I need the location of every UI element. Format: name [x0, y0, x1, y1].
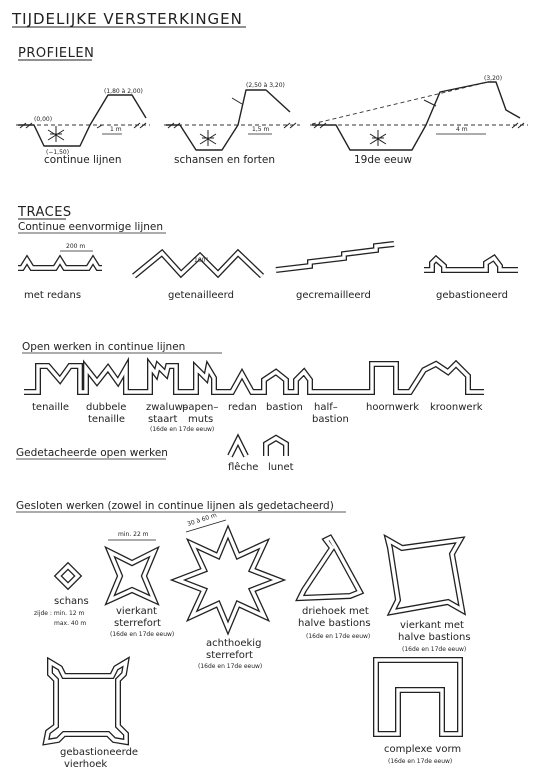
trace-label: schans: [54, 596, 89, 607]
work-driehoek-halve-bastions: [298, 538, 371, 640]
date-note: (16de en 17de eeuw): [388, 758, 453, 765]
section-heading-traces: TRACES: [18, 205, 72, 220]
trace-label: redan: [228, 402, 257, 413]
trace-label: half–: [314, 402, 338, 413]
trace-label: gebastioneerd: [436, 290, 508, 301]
trace-label: muts: [188, 414, 214, 425]
dim-label: (3,20): [484, 75, 503, 82]
date-note: (16de en 17de eeuw): [198, 663, 263, 670]
profile-label: schansen en forten: [174, 154, 276, 166]
trace-label: papen–: [182, 402, 219, 413]
trace-label: tenaille: [88, 414, 126, 425]
trace-label: gecremailleerd: [296, 290, 371, 301]
date-note: (16de en 17de eeuw): [306, 633, 371, 640]
subsection-heading: Gedetacheerde open werken: [16, 447, 168, 459]
trace-label: achthoekig: [206, 638, 262, 649]
dim-label: 1 m: [110, 126, 122, 133]
date-note: (16de en 17de eeuw): [150, 426, 215, 433]
trace-label: halve bastions: [398, 632, 471, 643]
size-note: max. 40 m: [54, 620, 87, 627]
profile-label: continue lijnen: [44, 154, 122, 166]
dim-label: 30 à 60 m: [186, 511, 218, 528]
trace-label: vierkant: [116, 606, 157, 617]
trace-label: flêche: [228, 462, 259, 473]
dim-label: 100°: [194, 257, 209, 264]
trace-label: bastion: [266, 402, 303, 413]
trace-label: tenaille: [32, 402, 70, 413]
trace-label: staart: [148, 414, 178, 425]
profile-continue-lijnen: [16, 88, 150, 166]
trace-gebastioneerd: [424, 258, 518, 301]
trace-label: getenailleerd: [168, 290, 234, 301]
trace-label: dubbele: [86, 402, 127, 413]
trace-label: vierhoek: [64, 759, 108, 770]
trace-label: driehoek met: [302, 606, 369, 617]
work-vierkant-sterrefort: [108, 531, 174, 638]
trace-label: hoornwerk: [366, 402, 420, 413]
trace-label: halve bastions: [298, 618, 371, 629]
work-schans: [34, 566, 89, 627]
trace-met-redans: [18, 243, 102, 301]
work-fleche: [228, 440, 258, 473]
work-achthoekig-sterrefort: [178, 512, 278, 670]
trace-label: gebastioneerde: [60, 747, 139, 758]
work-complexe-vorm: [376, 660, 461, 765]
section-heading-profielen: PROFIELEN: [18, 46, 95, 61]
dim-label: 4 m: [456, 126, 468, 133]
dim-label: min. 22 m: [118, 531, 149, 538]
dim-label: (2,50 à 3,20): [246, 82, 285, 89]
open-works-line: [24, 364, 484, 392]
dim-label: (−1,50): [46, 149, 70, 156]
dim-label: 200 m: [66, 243, 86, 250]
profile-19de-eeuw: [310, 75, 528, 166]
page-title: TIJDELIJKE VERSTERKINGEN: [12, 10, 243, 28]
dim-label: (1,80 à 2,00): [104, 88, 143, 95]
work-gebastioneerde-vierhoek: [46, 662, 138, 770]
trace-label: vierkant met: [400, 620, 464, 631]
subsection-heading: Gesloten werken (zowel in continue lijnen als gedetacheerd): [16, 500, 334, 512]
trace-label: lunet: [268, 462, 294, 473]
trace-label: sterrefort: [114, 618, 161, 629]
date-note: (16de en 17de eeuw): [402, 646, 467, 653]
trace-label: complexe vorm: [384, 744, 462, 755]
dim-label: 1,5 m: [252, 126, 270, 133]
trace-label: kroonwerk: [430, 402, 483, 413]
open-works-labels: [32, 402, 483, 433]
trace-label: bastion: [312, 414, 349, 425]
subsection-heading: Continue eenvormige lijnen: [18, 221, 164, 233]
trace-label: sterrefort: [206, 650, 253, 661]
trace-gecremailleerd: [276, 244, 394, 301]
trace-getenailleerd: [134, 253, 262, 301]
profile-label: 19de eeuw: [354, 154, 412, 166]
trace-label: zwaluw–: [146, 402, 188, 413]
size-note: zijde : min. 12 m: [34, 610, 85, 617]
subsection-heading: Open werken in continue lijnen: [22, 341, 186, 353]
profile-schansen-en-forten: [164, 82, 300, 166]
dim-label: (0,00): [34, 116, 53, 123]
work-vierkant-halve-bastions: [388, 540, 471, 653]
trace-label: met redans: [24, 290, 82, 301]
date-note: (16de en 17de eeuw): [110, 631, 175, 638]
work-lunet: [266, 438, 294, 473]
